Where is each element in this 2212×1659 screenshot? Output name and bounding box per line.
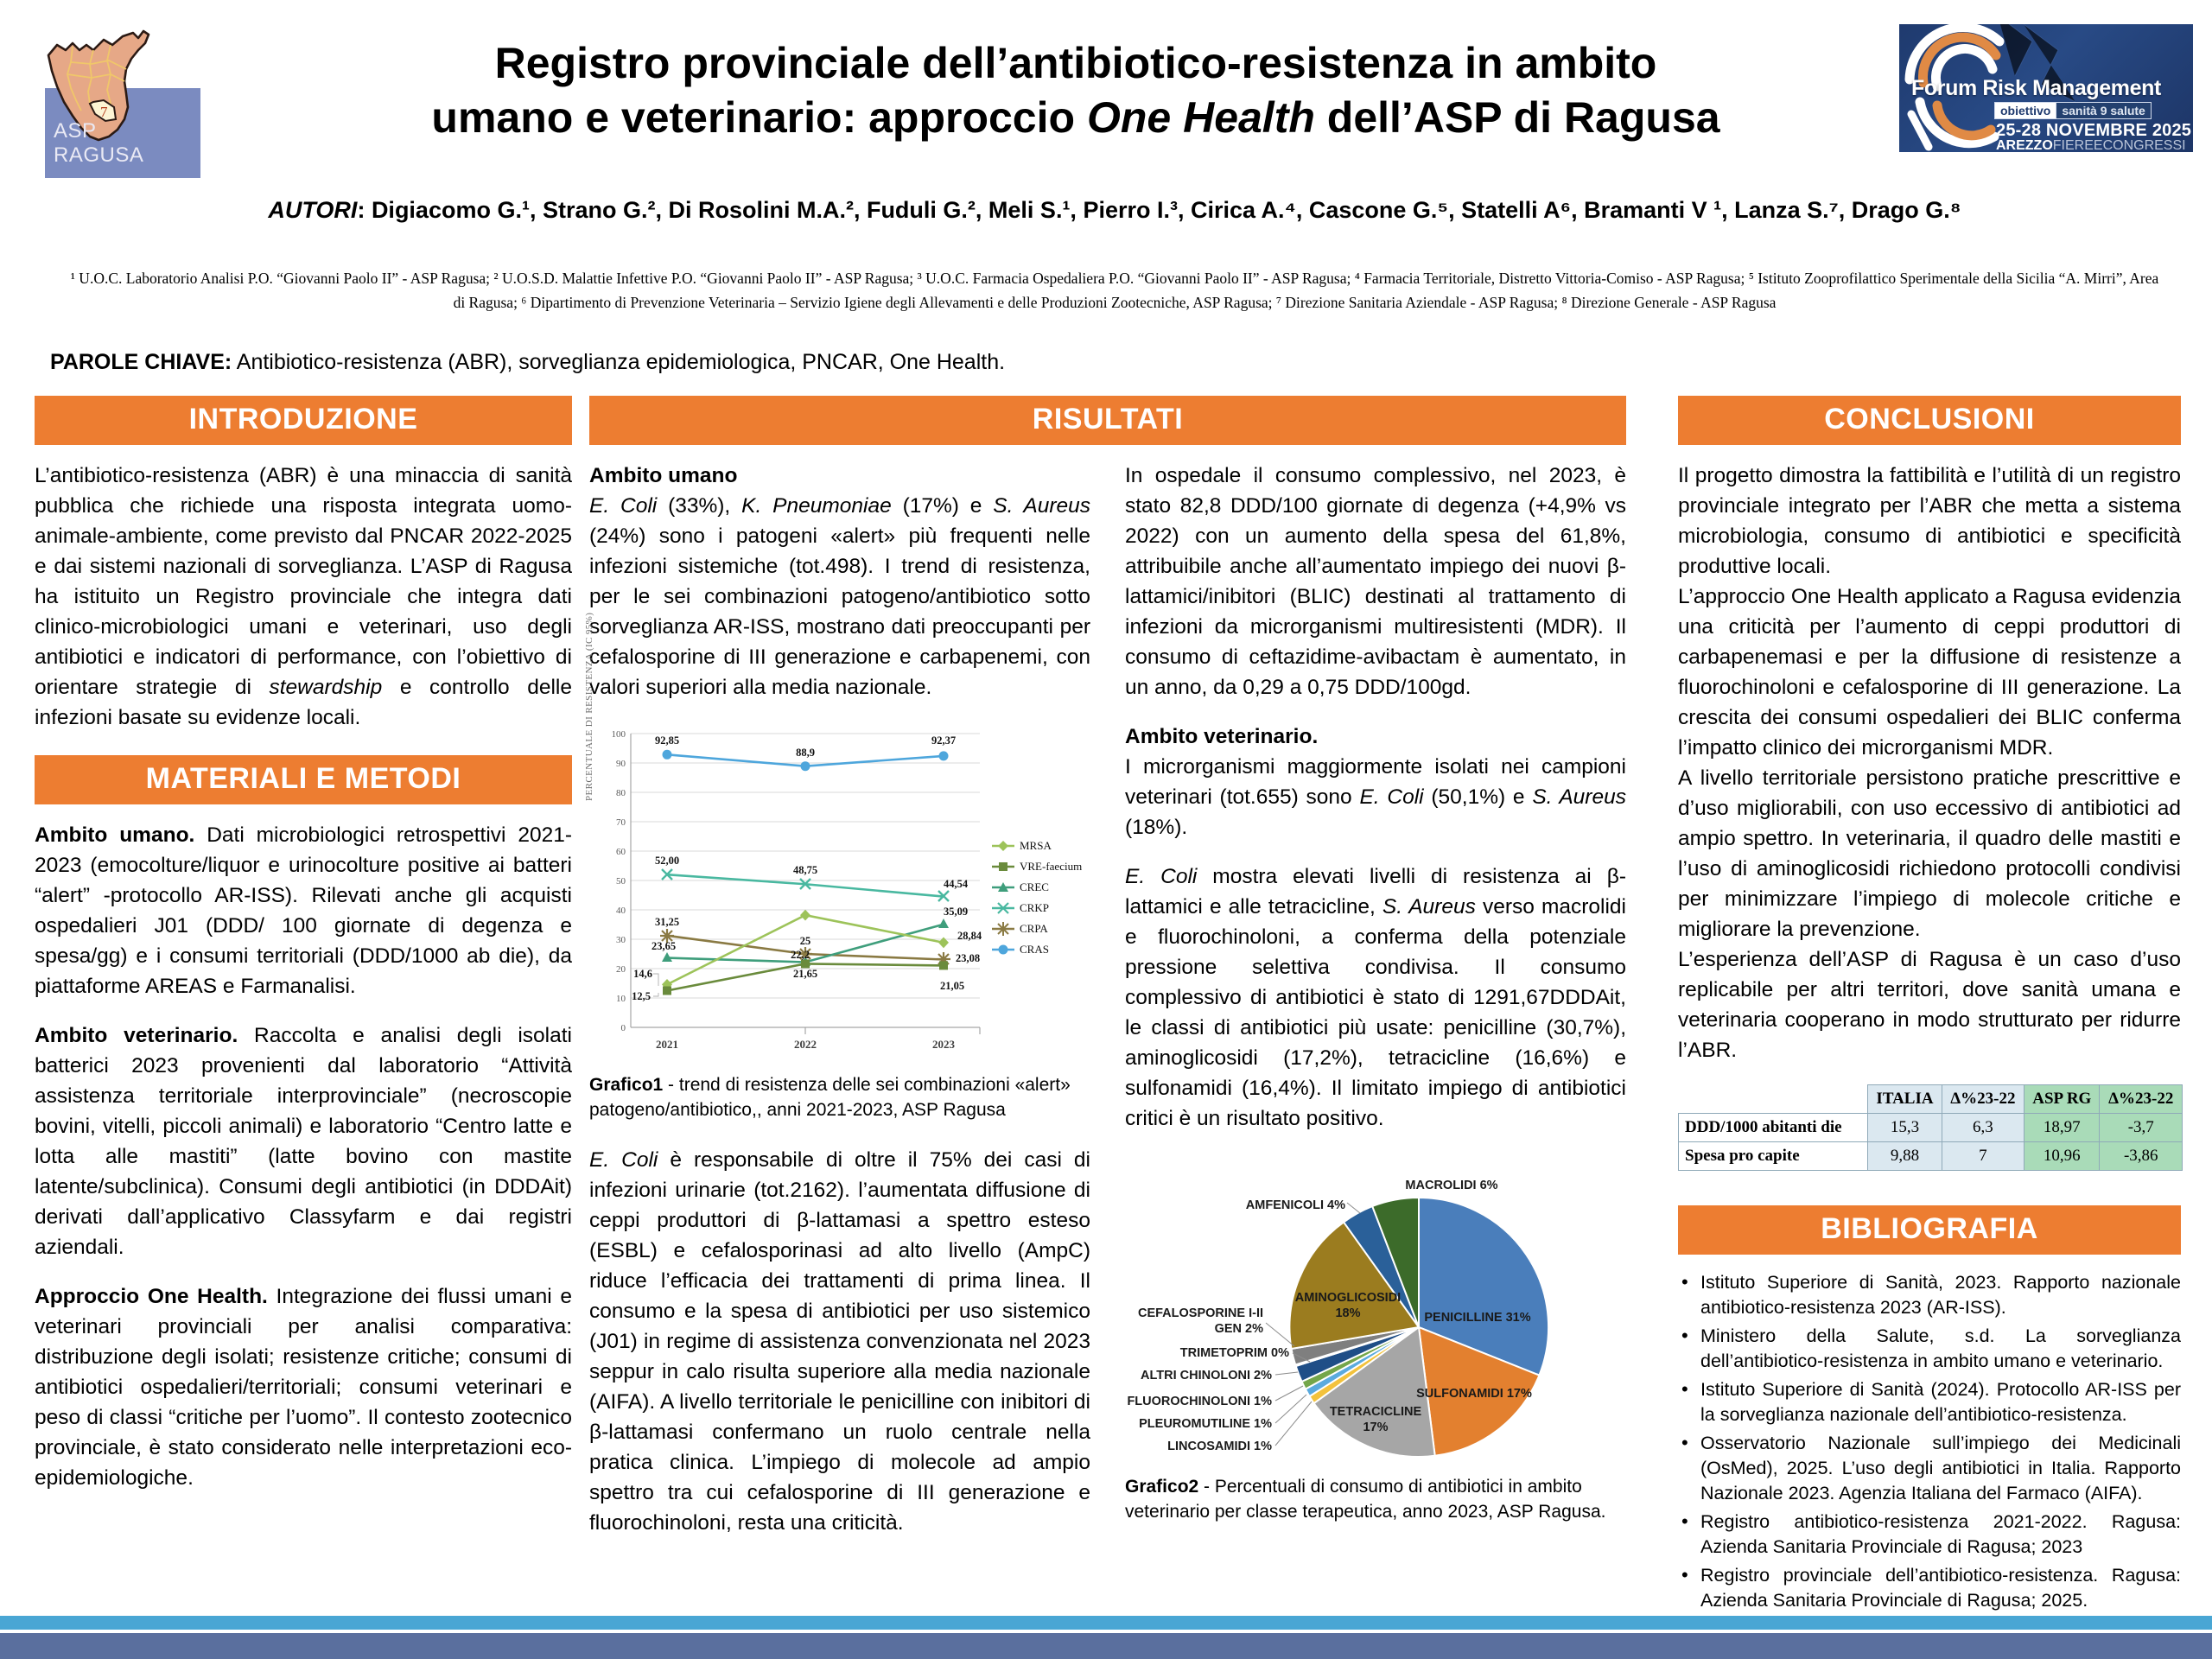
legend-item-mrsa <box>992 839 1052 852</box>
svg-text:VRE-faecium: VRE-faecium <box>1020 860 1083 873</box>
svg-text:44,54: 44,54 <box>943 878 969 890</box>
kpi-col-delta-asp: Δ%23-22 <box>2100 1085 2183 1114</box>
svg-text:14,6: 14,6 <box>633 968 652 980</box>
svg-text:0: 0 <box>620 1023 626 1033</box>
svg-text:TRIMETOPRIM 0%: TRIMETOPRIM 0% <box>1179 1346 1289 1360</box>
conclusioni-paragraph-3: A livello territoriale persistono pratiche prescrittive e d’uso migliorabili, con uso eccessivo di antibiotici ad ampio spettro. In veterinaria, il quadro delle mastiti e l’uso di aminoglicosidi richiedono protocolli condivisi per minimizzare l’impiego di molecole critiche e migliorare la prevenzione. <box>1678 766 2181 941</box>
forum-logo-title: Forum Risk Management <box>1911 76 2161 100</box>
kpi-row-label-spesa: Spesa pro capite <box>1679 1142 1868 1171</box>
materiali-vet-label: Ambito veterinario. <box>35 1024 238 1047</box>
forum-logo-city: AREZZO <box>1996 138 2053 152</box>
grafico2-caption-label: Grafico2 <box>1125 1477 1199 1497</box>
forum-logo-place <box>1996 138 2186 152</box>
risultati-ospedale-block <box>1125 461 1626 1134</box>
svg-text:MACROLIDI 6%: MACROLIDI 6% <box>1405 1179 1498 1192</box>
svg-text:FLUOROCHINOLONI 1%: FLUOROCHINOLONI 1% <box>1127 1395 1272 1408</box>
risultati-ecoli-uti-paragraph <box>589 1145 1090 1538</box>
province-number: 7 <box>100 104 108 120</box>
svg-text:31,25: 31,25 <box>654 916 680 928</box>
list-item: • Istituto Superiore di Sanità, 2023. Rapporto nazionale antibiotico-resistenza 2023 (AR-ISS). <box>1678 1270 2181 1320</box>
materiali-onehealth-label: Approccio One Health. <box>35 1285 268 1308</box>
svg-text:MRSA: MRSA <box>1020 839 1052 852</box>
svg-text:60: 60 <box>616 847 626 857</box>
affiliations: ¹ U.O.C. Laboratorio Analisi P.O. “Giovanni Paolo II” - ASP Ragusa; ² U.O.S.D. Malattie Infettive P.O. “Giovanni Paolo II” - ASP Ragusa; ³ U.O.C. Farmacia Ospedaliera P.O. “Giovanni Paolo II” - ASP Ragusa; ⁴ Farmacia Territoriale, Distretto Vittoria-Comiso - ASP Ragusa; ⁵ Istituto Zooprofilattico Sperimentale della Sicilia “A. Mirri”, Area di Ragusa; ⁶ Dipartimento di Prevenzione Veterinaria – Servizio Igiene degli Allevamenti e delle Produzioni Zootecniche, ASP Ragusa; ⁷ Direzione Sanitaria Aziendale - ASP Ragusa; ⁸ Direzione Generale - ASP Ragusa <box>70 270 2159 311</box>
svg-text:90: 90 <box>616 759 626 769</box>
kpi-spesa-asp: 10,96 <box>2024 1142 2100 1171</box>
kpi-spesa-delta-italia: 7 <box>1942 1142 2024 1171</box>
svg-text:40: 40 <box>616 906 626 916</box>
kpi-spesa-italia: 9,88 <box>1868 1142 1942 1171</box>
risultati-umano-block <box>589 461 1090 702</box>
column-left <box>35 396 572 1493</box>
svg-text:PENICILLINE 31%: PENICILLINE 31% <box>1424 1311 1531 1325</box>
svg-text:88,9: 88,9 <box>796 747 815 759</box>
keywords-value: Antibiotico-resistenza (ABR), sorveglianza epidemiologica, PNCAR, One Health. <box>232 350 1006 374</box>
grafico1-caption-label: Grafico1 <box>589 1075 664 1095</box>
asp-logo-line2: RAGUSA <box>54 143 144 167</box>
svg-text:CRAS: CRAS <box>1020 943 1049 956</box>
authors-colon: : <box>357 197 372 223</box>
kpi-spesa-delta-asp: -3,86 <box>2100 1142 2183 1171</box>
grafico2-caption <box>1125 1474 1626 1524</box>
svg-text:28,84: 28,84 <box>957 930 982 942</box>
list-item: • Osservatorio Nazionale sull’impiego dei Medicinali (OsMed), 2025. L’uso degli antibiotici in Italia. Rapporto Nazionale 2023. Agenzia Italiana del Farmaco (AIFA). <box>1678 1431 2181 1506</box>
authors-label: AUTORI <box>268 197 358 223</box>
risultati-ospedale-paragraph: In ospedale il consumo complessivo, nel 2023, è stato 82,8 DDD/100 giornate di degenza (+4,9% vs 2022) con un aumento della spesa del 61,8%, attribuibile anche all’aumentato impiego dei nuovi β-lattamici/inibitori (BLIC) destinati al trattamento di infezioni da microrganismi multiresistenti (MDR). Il consumo di ceftazidime-avibactam è aumentato, in un anno, da 0,29 a 0,75 DDD/100gd. <box>1125 464 1626 699</box>
materiali-umano-body: Dati microbiologici retrospettivi 2021-2023 (emocolture/liquor e urinocolture positive ai batteri “alert” -protocollo AR-ISS). Rilevati anche gli acquisti ospedalieri J01 (DDD/ 100 giornate di degenza e spesa/gg) e i consumi territoriali (DDD/1000 ab die), da piattaforme AREAS e Farmanalisi. <box>35 823 573 998</box>
forum-logo-date: 25-28 NOVEMBRE 2025 <box>1996 121 2192 140</box>
risultati-umano-paragraph <box>589 491 1090 702</box>
grafico1-y-ticks <box>612 729 626 1033</box>
kpi-ddd-italia: 15,3 <box>1868 1114 1942 1142</box>
title-line-2a: umano e veterinario: approccio <box>431 93 1087 142</box>
forum-logo-subtitle <box>1994 102 2152 119</box>
risultati-vet-heading-label: Ambito veterinario. <box>1125 725 1319 748</box>
footer-bar-light-blue <box>0 1616 2212 1630</box>
svg-text:17%: 17% <box>1363 1421 1389 1434</box>
svg-text:10: 10 <box>616 994 626 1004</box>
risultati-right-subcolumn <box>1125 461 1626 1538</box>
materiali-metodi-text <box>35 820 572 1493</box>
svg-text:GEN 2%: GEN 2% <box>1214 1322 1263 1336</box>
kpi-table-header-row <box>1679 1085 2183 1114</box>
svg-text:18%: 18% <box>1335 1306 1361 1320</box>
legend-item-crkp <box>992 901 1049 914</box>
column-right <box>1678 396 2181 1617</box>
svg-text:PLEUROMUTILINE 1%: PLEUROMUTILINE 1% <box>1139 1417 1272 1431</box>
table-row <box>1679 1114 2183 1142</box>
grafico1-y-axis-label: PERCENTUALE DI RESISTENZA (IC 95%) <box>584 612 594 801</box>
grafico1-caption <box>589 1072 1090 1122</box>
conclusioni-paragraph-4: L’esperienza dell’ASP di Ragusa è un caso d’uso replicabile per altri territori, dove sanità umana e veterinaria cooperano in modo strutturato per ridurre l’ABR. <box>1678 948 2181 1062</box>
risultati-umano-t2: (17%) e <box>891 494 994 518</box>
pathogen-ecoli-vet: E. Coli <box>1359 785 1424 809</box>
svg-text:48,75: 48,75 <box>792 864 818 876</box>
footer-bar-navy <box>0 1633 2212 1659</box>
section-header-bibliografia: BIBLIOGRAFIA <box>1678 1205 2181 1255</box>
materiali-onehealth-body: Integrazione dei flussi umani e veterinari provinciali per analisi comparativa: distribuzione degli isolati; resistenze critiche; consumi di antibiotici ospedalieri/territoriali; consumi veterinari e peso di classi “critiche per l’uomo”. Il contesto zootecnico provinciale, è stato considerato nelle interpretazioni eco-epidemiologiche. <box>35 1285 573 1490</box>
svg-text:CREC: CREC <box>1020 880 1049 893</box>
kpi-table-body <box>1679 1114 2183 1171</box>
risultati-vet-t2: (50,1%) e <box>1423 785 1533 809</box>
svg-text:2023: 2023 <box>932 1038 955 1051</box>
grafico2-pie-chart <box>1125 1146 1626 1467</box>
list-item: • Registro provinciale dell’antibiotico-resistenza. Ragusa: Azienda Sanitaria Provinciale di Ragusa; 2025. <box>1678 1563 2181 1613</box>
introduzione-text <box>35 461 572 733</box>
svg-text:CRKP: CRKP <box>1020 901 1049 914</box>
column-middle <box>584 396 1626 1538</box>
bibliografia-list-wrapper <box>1678 1270 2181 1613</box>
materiali-ambito-umano <box>35 820 572 1001</box>
risultati-vet-t1: I microrganismi maggiormente isolati nei campioni veterinari (tot.655) sono <box>1125 755 1626 809</box>
title-line-1: Registro provinciale dell’antibiotico-resistenza in ambito <box>494 39 1657 87</box>
forum-logo-venue: FIEREECONGRESSI <box>2052 138 2186 152</box>
grafico2-caption-text: - Percentuali di consumo di antibiotici in ambito veterinario per classe terapeutica, anno 2023, ASP Ragusa. <box>1125 1477 1606 1522</box>
pathogen-saureus-vet-2: S. Aureus <box>1382 895 1476 918</box>
legend-item-crec <box>992 880 1049 893</box>
risultati-umano-heading-label: Ambito umano <box>589 464 738 487</box>
svg-text:TETRACICLINE: TETRACICLINE <box>1329 1405 1422 1419</box>
forum-logo-obiettivo: obiettivo <box>1995 103 2056 118</box>
bibliografia-list <box>1678 1270 2181 1613</box>
list-item: • Registro antibiotico-resistenza 2021-2022. Ragusa: Azienda Sanitaria Provinciale di Ragusa; 2023 <box>1678 1510 2181 1560</box>
materiali-umano-label: Ambito umano. <box>35 823 195 847</box>
kpi-ddd-asp: 18,97 <box>2024 1114 2100 1142</box>
svg-text:21,05: 21,05 <box>939 980 965 992</box>
table-row <box>1679 1142 2183 1171</box>
forum-logo-sanita-salute: sanità 9 salute <box>2056 103 2151 118</box>
risultati-vet-paragraph-1 <box>1125 752 1626 842</box>
materiali-vet-body: Raccolta e analisi degli isolati batterici 2023 provenienti dal laboratorio “Attività assistenza territoriale interprovinciale” (necroscopie bovini, vitelli, piccoli animali) e laboratorio “Centro latte e lotta alle mastiti” (latte bovino con mastite latente/subclinica). Consumi degli antibiotici (in DDDAit) derivati dall’applicativo Classyfarm e dai registri aziendali. <box>35 1024 572 1259</box>
asp-ragusa-logo <box>26 16 212 180</box>
pathogen-saureus-1: S. Aureus <box>993 494 1090 518</box>
svg-text:2022: 2022 <box>794 1038 817 1051</box>
risultati-subcolumns <box>584 461 1626 1538</box>
pathogen-ecoli-1: E. Coli <box>589 494 658 518</box>
grafico1-x-ticks <box>656 1038 956 1051</box>
section-header-risultati: RISULTATI <box>589 396 1626 445</box>
svg-text:21,65: 21,65 <box>792 968 818 980</box>
asp-logo-text <box>54 119 143 168</box>
svg-text:23,08: 23,08 <box>955 952 981 964</box>
kpi-col-asp-rg: ASP RG <box>2024 1085 2100 1114</box>
risultati-ecoli-uti-block <box>589 1145 1090 1538</box>
svg-text:30: 30 <box>616 935 626 945</box>
svg-text:22,2: 22,2 <box>791 949 810 961</box>
grafico1-svg <box>589 718 1090 1064</box>
svg-text:23,65: 23,65 <box>651 940 677 952</box>
svg-text:35,09: 35,09 <box>943 906 969 918</box>
grafico1-legend <box>992 839 1082 956</box>
authors-line <box>130 197 2100 224</box>
svg-text:92,85: 92,85 <box>654 734 680 747</box>
risultati-umano-t1: (33%), <box>657 494 742 518</box>
introduzione-paragraph: L’antibiotico-resistenza (ABR) è una minaccia di sanità pubblica che richiede una risposta integrata uomo-animale-ambiente, come previsto dal PNCAR 2022-2025 e dai sistemi nazionali di sorveglianza. L’ASP di Ragusa ha istituito un Registro provinciale che integra dati clinico-microbiologici umani e veterinari, uso degli antibiotici e indicatori di performance, con l’obiettivo di orientare strategie di stewardship e controllo delle infezioni basate su evidenze locali. <box>35 464 572 729</box>
list-item: • Istituto Superiore di Sanità (2024). Protocollo AR-ISS per la sorveglianza nazionale dell’antibiotico-resistenza. <box>1678 1377 2181 1427</box>
conclusioni-text <box>1678 461 2181 1065</box>
kpi-col-delta-italia: Δ%23-22 <box>1942 1085 2024 1114</box>
risultati-vet-t4: mostra elevati livelli di resistenza ai β-lattamici e alle tetracicline, <box>1125 865 1626 918</box>
svg-text:AMINOGLICOSIDI: AMINOGLICOSIDI <box>1294 1291 1402 1305</box>
kpi-table-corner <box>1679 1085 1868 1114</box>
risultati-umano-heading <box>589 461 1090 491</box>
materiali-ambito-veterinario <box>35 1020 572 1262</box>
kpi-ddd-delta-asp: -3,7 <box>2100 1114 2183 1142</box>
kpi-col-italia: ITALIA <box>1868 1085 1942 1114</box>
kpi-comparison-table <box>1678 1084 2183 1171</box>
legend-item-vre-faecium <box>992 860 1082 873</box>
svg-text:AMFENICOLI 4%: AMFENICOLI 4% <box>1245 1198 1345 1212</box>
svg-text:50: 50 <box>616 876 626 887</box>
svg-text:92,37: 92,37 <box>931 734 957 747</box>
svg-text:25: 25 <box>799 935 811 947</box>
svg-text:52,00: 52,00 <box>654 855 680 867</box>
risultati-vet-paragraph-2 <box>1125 861 1626 1134</box>
page-title <box>259 36 1892 145</box>
legend-item-crpa <box>992 922 1048 936</box>
svg-text:CEFALOSPORINE I-II: CEFALOSPORINE I-II <box>1137 1306 1263 1320</box>
svg-text:2021: 2021 <box>656 1038 678 1051</box>
risultati-vet-t5: verso macrolidi e fluorochinoloni, a conferma della potenziale pressione selettiva condivisa. Il consumo complessivo di antibiotici è stato di 1291,67DDDAit, le classi di antibiotici più usate: penicilline (30,7%), aminoglicosidi (17,2%), tetracicline (16,6%) e sulfonamidi (16,4%). Il limitato impiego di antibiotici critici è un risultato positivo. <box>1125 895 1626 1130</box>
kpi-row-label-ddd: DDD/1000 abitanti die <box>1679 1114 1868 1142</box>
risultati-vet-heading <box>1125 721 1626 752</box>
pathogen-saureus-vet: S. Aureus <box>1532 785 1626 809</box>
title-one-health-em: One Health <box>1086 93 1315 142</box>
svg-text:100: 100 <box>611 729 626 740</box>
svg-text:70: 70 <box>616 817 626 828</box>
section-header-introduzione: INTRODUZIONE <box>35 396 572 445</box>
pathogen-kpneumoniae: K. Pneumoniae <box>741 494 892 518</box>
legend-item-cras <box>992 943 1049 956</box>
risultati-umano-t3: (24%) sono i patogeni «alert» più frequenti nelle infezioni sistemiche (tot.498). I trend di resistenza, per le sei combinazioni patogeno/antibiotico sotto sorveglianza AR-ISS, mostrano dati preoccupanti per cefalosporine di III generazione e carbapenemi, con valori superiori alla media nazionale. <box>589 524 1090 699</box>
authors-list: Digiacomo G.¹, Strano G.², Di Rosolini M.A.², Fuduli G.², Meli S.¹, Pierro I.³, Cirica A.⁴, Cascone G.⁵, Statelli A⁶, Bramanti V ¹, Lanza S.⁷, Drago G.⁸ <box>371 197 1961 223</box>
conclusioni-paragraph-1: Il progetto dimostra la fattibilità e l’utilità di un registro provinciale integrato per l’ABR che metta a sistema microbiologia, consumo di antibiotici e specificità produttive locali. <box>1678 464 2181 578</box>
kpi-table-head <box>1679 1085 2183 1114</box>
svg-text:LINCOSAMIDI 1%: LINCOSAMIDI 1% <box>1167 1440 1272 1453</box>
section-header-conclusioni: CONCLUSIONI <box>1678 396 2181 445</box>
section-header-materiali-metodi: MATERIALI E METODI <box>35 755 572 804</box>
pathogen-ecoli-2: E. Coli <box>589 1148 658 1172</box>
materiali-one-health <box>35 1281 572 1493</box>
svg-text:CRPA: CRPA <box>1020 922 1048 935</box>
risultati-left-subcolumn <box>584 461 1090 1538</box>
pathogen-ecoli-vet-2: E. Coli <box>1125 865 1198 888</box>
kpi-ddd-delta-italia: 6,3 <box>1942 1114 2024 1142</box>
asp-logo-line1: ASP <box>54 119 97 143</box>
grafico2-svg <box>1125 1146 1626 1467</box>
svg-text:12,5: 12,5 <box>632 990 651 1002</box>
title-line-2b: dell’ASP di Ragusa <box>1314 93 1720 142</box>
risultati-vet-t3: (18%). <box>1125 816 1188 839</box>
svg-text:20: 20 <box>616 964 626 975</box>
forum-risk-management-logo <box>1899 24 2193 152</box>
list-item: • Ministero della Salute, s.d. La sorveglianza dell’antibiotico-resistenza in ambito umano e veterinario. <box>1678 1324 2181 1374</box>
poster-title-block <box>259 36 1892 145</box>
risultati-ecoli-uti-text: è responsabile di oltre il 75% dei casi di infezioni urinarie (tot.2162). l’aumentata diffusione di ceppi produttori di β-lattamasi a spettro esteso (ESBL) e cefalosporinasi ad alto livello (AmpC) riduce l’efficacia dei trattamenti di prima linea. Il consumo e la spesa di antibiotici per uso sistemico (J01) in regime di assistenza convenzionata nel 2023 seppur in calo risulta superiore alla media nazionale (AIFA). A livello territoriale le penicilline con inibitori di β-lattamasi confermano un ruolo centrale nella pratica clinica. L’impiego di molecole ad ampio spettro tra cui cefalosporine di III generazione e fluorochinoloni, resta una criticità. <box>589 1148 1090 1535</box>
svg-text:SULFONAMIDI 17%: SULFONAMIDI 17% <box>1416 1387 1532 1401</box>
grafico1-line-chart <box>584 612 1090 1064</box>
introduzione-italic-term: stewardship <box>269 676 383 699</box>
grafico1-caption-text: - trend di resistenza delle sei combinazioni «alert» patogeno/antibiotico,, anni 2021-2023, ASP Ragusa <box>589 1075 1071 1120</box>
svg-text:ALTRI CHINOLONI 2%: ALTRI CHINOLONI 2% <box>1141 1369 1272 1382</box>
keywords-label: PAROLE CHIAVE: <box>50 350 232 374</box>
keywords-line <box>50 350 1005 375</box>
svg-text:80: 80 <box>616 788 626 798</box>
conclusioni-paragraph-2: L’approccio One Health applicato a Ragusa evidenzia una criticità per l’aumento di ceppi produttori di carbapenemasi e per la diffusione di resistenze a fluorochinoloni e cefalosporine di III generazione. La crescita dei consumi ospedalieri dei BLIC conferma l’impatto clinico dei microrganismi MDR. <box>1678 585 2181 760</box>
